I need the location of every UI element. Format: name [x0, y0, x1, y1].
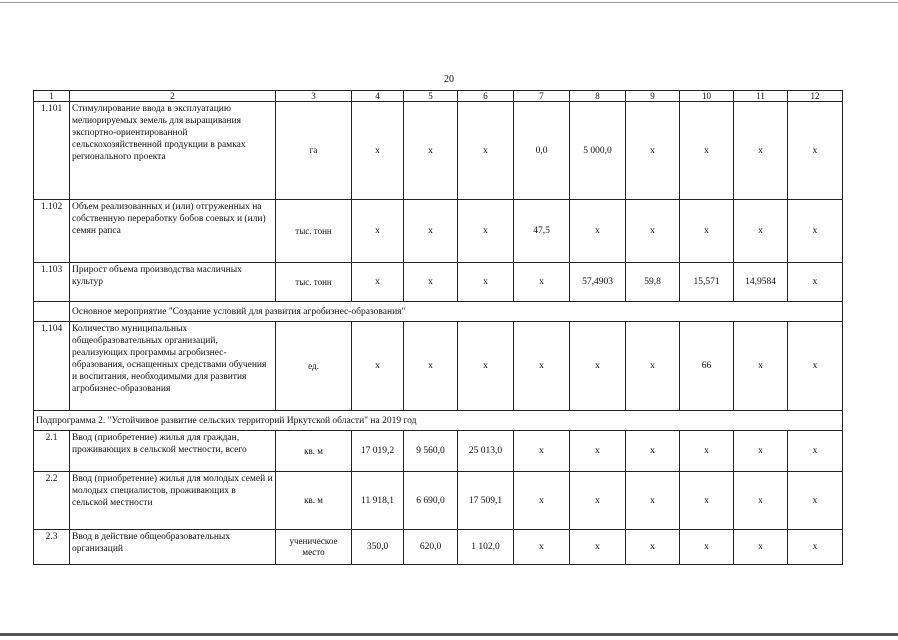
column-header-2: 2 — [70, 91, 276, 102]
value-cell: 0,0 — [514, 102, 570, 200]
value-cell: x — [352, 200, 404, 263]
table-row — [34, 431, 843, 472]
subprogram-row — [34, 411, 843, 431]
value-cell: x — [788, 200, 843, 263]
column-header-5: 5 — [404, 91, 458, 102]
value-cell: 1 102,0 — [458, 530, 514, 565]
table-row — [34, 530, 843, 565]
value-cell: x — [788, 472, 843, 530]
value-cell: x — [458, 322, 514, 411]
row-number-cell: 2.3 — [34, 530, 70, 565]
value-cell: x — [404, 200, 458, 263]
value-cell: x — [626, 102, 680, 200]
value-cell: x — [626, 322, 680, 411]
value-cell: 66 — [680, 322, 734, 411]
table-header-row — [34, 91, 843, 102]
unit-cell: ученическое место — [276, 530, 352, 565]
section-spacer-cell — [34, 302, 70, 322]
column-header-6: 6 — [458, 91, 514, 102]
value-cell: x — [570, 200, 626, 263]
value-cell: x — [734, 322, 788, 411]
indicator-name-cell: Ввод в действие общеобразовательных организаций — [70, 530, 276, 565]
value-cell: 11 918,1 — [352, 472, 404, 530]
row-number-cell: 1.103 — [34, 263, 70, 302]
row-number-cell: 2.2 — [34, 472, 70, 530]
value-cell: 6 690,0 — [404, 472, 458, 530]
unit-cell: га — [276, 102, 352, 200]
table-row — [34, 322, 843, 411]
unit-cell: тыс. тонн — [276, 263, 352, 302]
row-number-cell: 2.1 — [34, 431, 70, 472]
column-header-1: 1 — [34, 91, 70, 102]
column-header-10: 10 — [680, 91, 734, 102]
section-title: Основное мероприятие "Создание условий для развития агробизнес-образования" — [70, 302, 843, 322]
value-cell: x — [458, 102, 514, 200]
value-cell: x — [458, 200, 514, 263]
row-number-cell: 1.101 — [34, 102, 70, 200]
value-cell: x — [626, 200, 680, 263]
value-cell: x — [626, 530, 680, 565]
value-cell: 620,0 — [404, 530, 458, 565]
indicator-name-cell: Прирост объема производства масличных культур — [70, 263, 276, 302]
value-cell: x — [680, 431, 734, 472]
value-cell: x — [680, 530, 734, 565]
unit-cell: кв. м — [276, 472, 352, 530]
value-cell: x — [570, 322, 626, 411]
indicators-table — [33, 90, 843, 565]
value-cell: x — [404, 102, 458, 200]
column-header-3: 3 — [276, 91, 352, 102]
value-cell: x — [788, 102, 843, 200]
value-cell: x — [352, 322, 404, 411]
value-cell: 47,5 — [514, 200, 570, 263]
indicator-name-cell: Ввод (приобретение) жилья для молодых семей и молодых специалистов, проживающих в сельской местности — [70, 472, 276, 530]
table-row — [34, 200, 843, 263]
column-header-11: 11 — [734, 91, 788, 102]
value-cell: x — [570, 431, 626, 472]
value-cell: x — [788, 322, 843, 411]
value-cell: x — [788, 263, 843, 302]
unit-cell: тыс. тонн — [276, 200, 352, 263]
value-cell: x — [404, 263, 458, 302]
indicator-name-cell: Объем реализованных и (или) отгруженных на собственную переработку бобов соевых и (или) семян рапса — [70, 200, 276, 263]
value-cell: x — [458, 263, 514, 302]
value-cell: x — [680, 102, 734, 200]
value-cell: x — [570, 472, 626, 530]
value-cell: x — [514, 263, 570, 302]
subprogram-title: Подпрограмма 2. "Устойчивое развитие сельских территорий Иркутской области" на 2019 год — [34, 411, 843, 431]
unit-cell: кв. м — [276, 431, 352, 472]
column-header-12: 12 — [788, 91, 843, 102]
row-number-cell: 1.104 — [34, 322, 70, 411]
page-number: 20 — [444, 74, 454, 85]
table-row — [34, 102, 843, 200]
unit-cell: ед. — [276, 322, 352, 411]
value-cell: 17 509,1 — [458, 472, 514, 530]
value-cell: x — [734, 530, 788, 565]
value-cell: x — [680, 200, 734, 263]
value-cell: 59,8 — [626, 263, 680, 302]
value-cell: 57,4903 — [570, 263, 626, 302]
value-cell: x — [626, 431, 680, 472]
value-cell: x — [570, 530, 626, 565]
value-cell: x — [514, 530, 570, 565]
value-cell: x — [514, 431, 570, 472]
table-row — [34, 472, 843, 530]
value-cell: 350,0 — [352, 530, 404, 565]
value-cell: x — [734, 431, 788, 472]
value-cell: x — [352, 263, 404, 302]
column-header-7: 7 — [514, 91, 570, 102]
value-cell: 14,9584 — [734, 263, 788, 302]
value-cell: x — [352, 102, 404, 200]
indicator-name-cell: Ввод (приобретение) жилья для граждан, проживающих в сельской местности, всего — [70, 431, 276, 472]
value-cell: x — [734, 472, 788, 530]
value-cell: x — [734, 102, 788, 200]
value-cell: x — [788, 530, 843, 565]
value-cell: x — [404, 322, 458, 411]
scan-top-edge — [0, 2, 898, 3]
value-cell: x — [734, 200, 788, 263]
value-cell: x — [514, 322, 570, 411]
value-cell: 17 019,2 — [352, 431, 404, 472]
scan-bottom-edge — [0, 633, 898, 636]
row-number-cell: 1.102 — [34, 200, 70, 263]
value-cell: x — [788, 431, 843, 472]
value-cell: x — [514, 472, 570, 530]
section-row — [34, 302, 843, 322]
column-header-8: 8 — [570, 91, 626, 102]
indicator-name-cell: Количество муниципальных общеобразовательных организаций, реализующих программы агробизнес-образования, оснащенных средствами обучения и воспитания, необходимыми для развития агробизнес-образования — [70, 322, 276, 411]
value-cell: 5 000,0 — [570, 102, 626, 200]
value-cell: x — [626, 472, 680, 530]
value-cell: 15,571 — [680, 263, 734, 302]
value-cell: 25 013,0 — [458, 431, 514, 472]
column-header-4: 4 — [352, 91, 404, 102]
column-header-9: 9 — [626, 91, 680, 102]
value-cell: 9 560,0 — [404, 431, 458, 472]
value-cell: x — [680, 472, 734, 530]
table-row — [34, 263, 843, 302]
indicator-name-cell: Стимулирование ввода в эксплуатацию мелиорируемых земель для выращивания экспортно-ориентированной сельскохозяйственной продукции в рамках регионального проекта — [70, 102, 276, 200]
